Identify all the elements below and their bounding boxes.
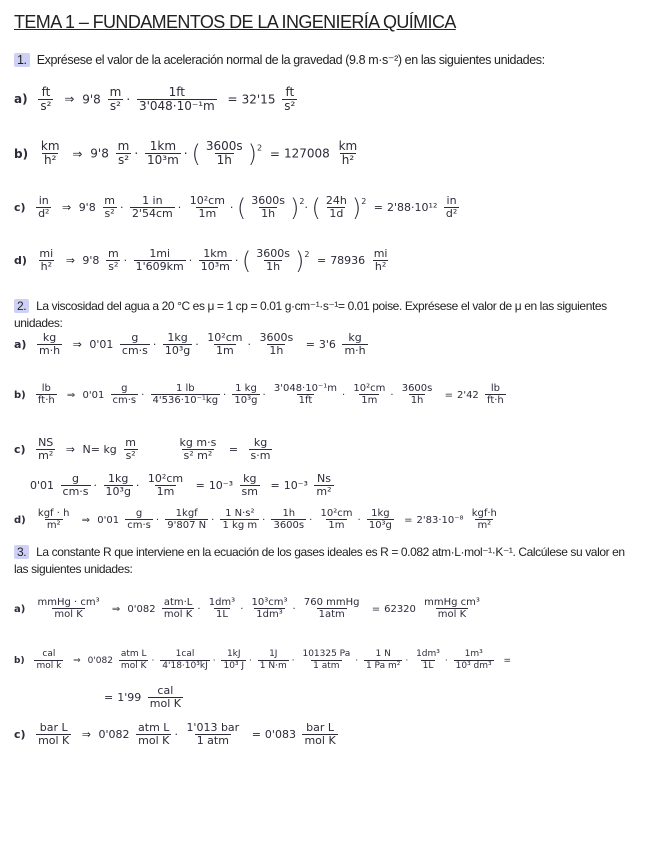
question-number: 3. [14, 545, 29, 559]
answer-2a: a) $\frac{kg}{m\cdot h}$ ⇒ 0'01 $\frac{g}{cm\cdot s}$ · $\frac{1kg}{\text{10³g}}$ · $\frac{\text{10²cm}}{1m}$ · $\frac{3600s}{1h}$ = 3'6 $\frac{kg}{m\cdot h}$ [14, 331, 366, 358]
answer-1a: a) $\frac{ft}{\text{s²}}$ ⇒ 9'8 $\frac{m}{\text{s²}}$ · $\frac{1ft}{\text{3'048·10⁻¹m}}$ = 32'15 $\frac{ft}{\text{s²}}$ [14, 85, 296, 114]
answer-1b: b) $\frac{km}{\text{h²}}$ ⇒ 9'8 $\frac{m}{\text{s²}}$ · $\frac{1km}{\text{10³m}}$ · ( $\frac{3600s}{1h}$ )$^2$ = 127008 $\frac{km}{\text{h²}}$ [14, 139, 358, 168]
answer-3b-result: = 1'99 $\frac{\text{cal}}{\text{mol K}}$ [104, 684, 181, 711]
question-number: 1. [14, 53, 30, 67]
answer-1c: c) $\frac{in}{\text{d²}}$ ⇒ 9'8 $\frac{m}{\text{s²}}$ · $\frac{1 in}{2'54cm}$ · $\frac{\text{10²cm}}{1m}$ · ( $\frac{3600s}{1h}$ )$^2$· ( $\frac{24h}{1d}$ )$^2$ = 2'88·10¹² $\frac{in}{\text{d²}}$ [14, 194, 458, 222]
answer-2c-calc: 0'01 $\frac{g}{cm\cdot s}$ · $\frac{1kg}{\text{10³g}}$ · $\frac{\text{10²cm}}{1m}$ = 10⁻³ $\frac{kg}{sm}$ = 10⁻³ $\frac{Ns}{\text{m²}}$ [30, 472, 332, 499]
answer-3a: a) $\frac{\text{mmHg · cm³}}{\text{mol K}}$ ⇒ 0'082 $\frac{\text{atm·L}}{\text{mol K}}$ · $\frac{\text{1dm³}}{1L}$ · $\frac{\text{10³cm³}}{\text{1dm³}}$ · $\frac{\text{760 mmHg}}{\text{1atm}}$ = 62320 $\frac{\text{mmHg cm³}}{\text{mol K}}$ [14, 597, 480, 620]
answer-1d: d) $\frac{mi}{\text{h²}}$ ⇒ 9'8 $\frac{m}{\text{s²}}$ · $\frac{1mi}{1'609km}$ · $\frac{1km}{\text{10³m}}$ · ( $\frac{3600s}{1h}$ )$^2$ = 78936 $\frac{mi}{\text{h²}}$ [14, 247, 388, 275]
question-text: La constante R que interviene en la ecuación de los gases ideales es R = 0.082 atm·L·mol⁻¹·K⁻¹. Calcúlese su valor en las siguientes unidades: [14, 545, 625, 576]
answer-2d: d) $\frac{\text{kgf · h}}{\text{m²}}$ ⇒ 0'01 $\frac{g}{cm\cdot s}$ · $\frac{\text{1kgf}}{9'807 N}$ · $\frac{\text{1 N·s²}}{\text{1 kg m}}$ · $\frac{1h}{3600s}$ · $\frac{\text{10²cm}}{1m}$ · $\frac{1kg}{\text{10³g}}$ = 2'83·10⁻⁸ $\frac{\text{kgf·h}}{\text{m²}}$ [14, 508, 497, 531]
page-title: TEMA 1 – FUNDAMENTOS DE LA INGENIERÍA QUÍMICA [14, 12, 456, 32]
question-text: La viscosidad del agua a 20 °C es μ = 1 cp = 0.01 g·cm⁻¹·s⁻¹= 0.01 poise. Exprésese el valor de μ en las siguientes unidades: [14, 299, 607, 330]
question-number: 2. [14, 299, 29, 313]
question-2 [14, 298, 655, 332]
question-3 [14, 544, 634, 578]
answer-2c: c) $\frac{NS}{\text{m²}}$ ⇒ N= kg $\frac{m}{\text{s²}}$ $\frac{\text{kg m·s}}{\text{s² m²}}$ = $\frac{kg}{s\cdot m}$ [14, 436, 271, 463]
answer-2b: b) $\frac{lb}{ft\cdot h}$ ⇒ 0'01 $\frac{g}{cm\cdot s}$ · $\frac{1 lb}{\text{4'536·10⁻¹kg}}$ · $\frac{1 kg}{\text{10³g}}$ · $\frac{\text{3'048·10⁻¹m}}{1ft}$ · $\frac{\text{10²cm}}{1m}$ · $\frac{3600s}{1h}$ = 2'42 $\frac{lb}{ft\cdot h}$ [14, 383, 504, 406]
answer-3b: b) $\frac{\text{cal}}{\text{mol k}}$ ⇒ 0'082 $\frac{\text{atm L}}{\text{mol K}}$ · $\frac{\text{1cal}}{\text{4'18·10³kJ}}$ · $\frac{1kJ}{\text{10³ J}}$ · $\frac{1J}{1 N\cdot m}$ · $\frac{101325 Pa}{\text{1 atm}}$ · $\frac{1 N}{\text{1 Pa m²}}$ · $\frac{\text{1dm³}}{1L}$ · $\frac{\text{1m³}}{\text{10³ dm³}}$ = [14, 649, 512, 671]
question-1 [14, 52, 545, 69]
answer-3c: c) $\frac{\text{bar L}}{\text{mol K}}$ ⇒ 0'082 $\frac{\text{atm L}}{\text{mol K}}$ · $\frac{\text{1'013 bar}}{\text{1 atm}}$ = 0'083 $\frac{\text{bar L}}{\text{mol K}}$ [14, 721, 336, 748]
question-text: Exprésese el valor de la aceleración normal de la gravedad (9.8 m·s⁻²) en las siguientes unidades: [36, 53, 545, 67]
